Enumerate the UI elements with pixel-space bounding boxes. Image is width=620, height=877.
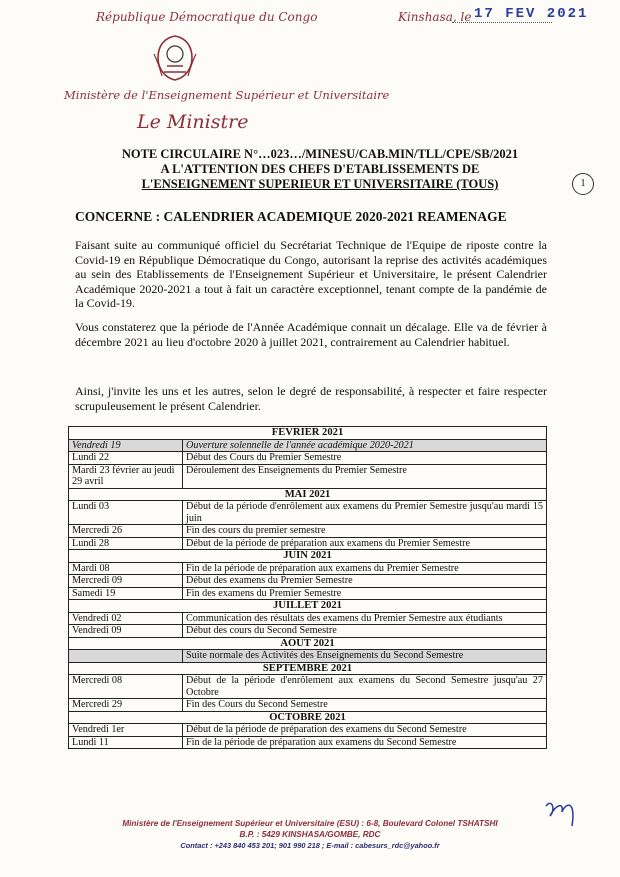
- event-cell: Début des examens du Premier Semestre: [183, 575, 547, 588]
- date-cell: Lundi 11: [69, 736, 183, 749]
- date-dotted-line: [452, 22, 552, 23]
- event-cell: Début des Cours du Premier Semestre: [183, 452, 547, 465]
- date-cell: Lundi 28: [69, 537, 183, 550]
- event-cell: Fin de la période de préparation aux examens du Premier Semestre: [183, 562, 547, 575]
- subject-line: CONCERNE : CALENDRIER ACADEMIQUE 2020-2021 REAMENAGE: [75, 209, 507, 224]
- event-cell: Déroulement des Enseignements du Premier Semestre: [183, 464, 547, 488]
- table-row: [69, 699, 547, 712]
- event-cell: Fin des Cours du Second Semestre: [183, 699, 547, 712]
- month-row: [69, 600, 547, 613]
- date-cell: Vendredi 02: [69, 612, 183, 625]
- circular-reference: NOTE CIRCULAIRE N°…023…/MINESU/CAB.MIN/TLL/CPE/SB/2021: [121, 147, 519, 161]
- footer-address: Ministère de l'Enseignement Supérieur et Universitaire (ESU) : 6-8, Boulevard Colonel TSHATSHI: [122, 819, 498, 828]
- month-header: MAI 2021: [69, 488, 547, 501]
- table-row: [69, 736, 547, 749]
- month-header: JUILLET 2021: [69, 600, 547, 613]
- date-cell: Lundi 22: [69, 452, 183, 465]
- table-row: [69, 612, 547, 625]
- date-cell: Mercredi 08: [69, 675, 183, 699]
- event-cell: Suite normale des Activités des Enseignements du Second Semestre: [183, 650, 547, 663]
- date-stamp: 17 FEV 2021: [474, 6, 589, 22]
- academic-calendar-table: [68, 426, 547, 749]
- month-row: [69, 662, 547, 675]
- event-cell: Fin de la période de préparation aux examens du Second Semestre: [183, 736, 547, 749]
- table-row: [69, 587, 547, 600]
- table-row: [69, 464, 547, 488]
- footer-contact: Contact : +243 840 453 201; 901 990 218 ; E-mail : cabesurs_rdc@yahoo.fr: [180, 841, 440, 850]
- date-cell: Mercredi 09: [69, 575, 183, 588]
- date-cell: Mercredi 26: [69, 525, 183, 538]
- month-row: [69, 711, 547, 724]
- paragraph-1: Faisant suite au communiqué officiel du Secrétariat Technique de l'Equipe de riposte contre la Covid-19 en République Démocratique du Congo, autorisant la reprise des activités académiques au sein des Etablissements de l'Enseignement Supérieur et Universitaire, le présent Calendrier Académique 2020-2021 a tout à fait un caractère exceptionnel, tenant compte de la pandémie de la Covid-19.: [75, 238, 547, 311]
- date-cell: Vendredi 1er: [69, 724, 183, 737]
- date-cell: Vendredi 09: [69, 625, 183, 638]
- month-header: JUIN 2021: [69, 550, 547, 563]
- event-cell: Fin des cours du premier semestre: [183, 525, 547, 538]
- table-row: [69, 625, 547, 638]
- table-row: [69, 650, 547, 663]
- event-cell: Fin des examens du Premier Semestre: [183, 587, 547, 600]
- month-header: OCTOBRE 2021: [69, 711, 547, 724]
- page-number-badge: 1: [572, 173, 594, 195]
- place-label: Kinshasa, le: [398, 10, 472, 24]
- date-cell: Mardi 08: [69, 562, 183, 575]
- event-cell: Début de la période de préparation aux examens du Premier Semestre: [183, 537, 547, 550]
- month-row: [69, 637, 547, 650]
- date-cell: Vendredi 19: [69, 439, 183, 452]
- date-cell: [69, 650, 183, 663]
- month-row: [69, 550, 547, 563]
- table-row: [69, 501, 547, 525]
- table-row: [69, 439, 547, 452]
- paragraph-2: Vous constaterez que la période de l'Année Académique connait un décalage. Elle va de février à décembre 2021 au lieu d'octobre 2020 à juillet 2021, contrairement au Calendrier habituel.: [75, 320, 547, 349]
- date-cell: Samedi 19: [69, 587, 183, 600]
- month-header: FEVRIER 2021: [69, 427, 547, 440]
- date-cell: Mardi 23 février au jeudi 29 avril: [69, 464, 183, 488]
- event-cell: Début de la période d'enrôlement aux examens du Premier Semestre jusqu'au mardi 15 juin: [183, 501, 547, 525]
- ministry-header: Ministère de l'Enseignement Supérieur et Universitaire: [64, 88, 390, 102]
- event-cell: Communication des résultats des examens du Premier Semestre aux étudiants: [183, 612, 547, 625]
- event-cell: Début de la période d'enrôlement aux examens du Second Semestre jusqu'au 27 Octobre: [183, 675, 547, 699]
- country-header: République Démocratique du Congo: [96, 10, 318, 24]
- event-cell: Ouverture solennelle de l'année académique 2020-2021: [183, 439, 547, 452]
- date-cell: Mercredi 29: [69, 699, 183, 712]
- date-cell: Lundi 03: [69, 501, 183, 525]
- table-row: [69, 452, 547, 465]
- month-header: AOUT 2021: [69, 637, 547, 650]
- table-row: [69, 562, 547, 575]
- footer-postbox: B.P. : 5429 KINSHASA/GOMBE, RDC: [239, 830, 381, 839]
- event-cell: Début des cours du Second Semestre: [183, 625, 547, 638]
- month-row: [69, 488, 547, 501]
- event-cell: Début de la période de préparation des examens du Second Semestre: [183, 724, 547, 737]
- table-row: [69, 675, 547, 699]
- minister-title: Le Ministre: [137, 111, 249, 133]
- table-row: [69, 724, 547, 737]
- table-row: [69, 575, 547, 588]
- month-header: SEPTEMBRE 2021: [69, 662, 547, 675]
- table-row: [69, 537, 547, 550]
- table-row: [69, 525, 547, 538]
- addressee-line: L'ENSEIGNEMENT SUPERIEUR ET UNIVERSITAIRE (TOUS): [141, 177, 499, 191]
- month-row: [69, 427, 547, 440]
- paragraph-3: Ainsi, j'invite les uns et les autres, selon le degré de responsabilité, à respecter et faire respecter scrupuleusement le présent Calendrier.: [75, 384, 547, 413]
- attention-line: A L'ATTENTION DES CHEFS D'ETABLISSEMENTS DE: [160, 162, 480, 176]
- coat-of-arms-emblem: [152, 32, 198, 89]
